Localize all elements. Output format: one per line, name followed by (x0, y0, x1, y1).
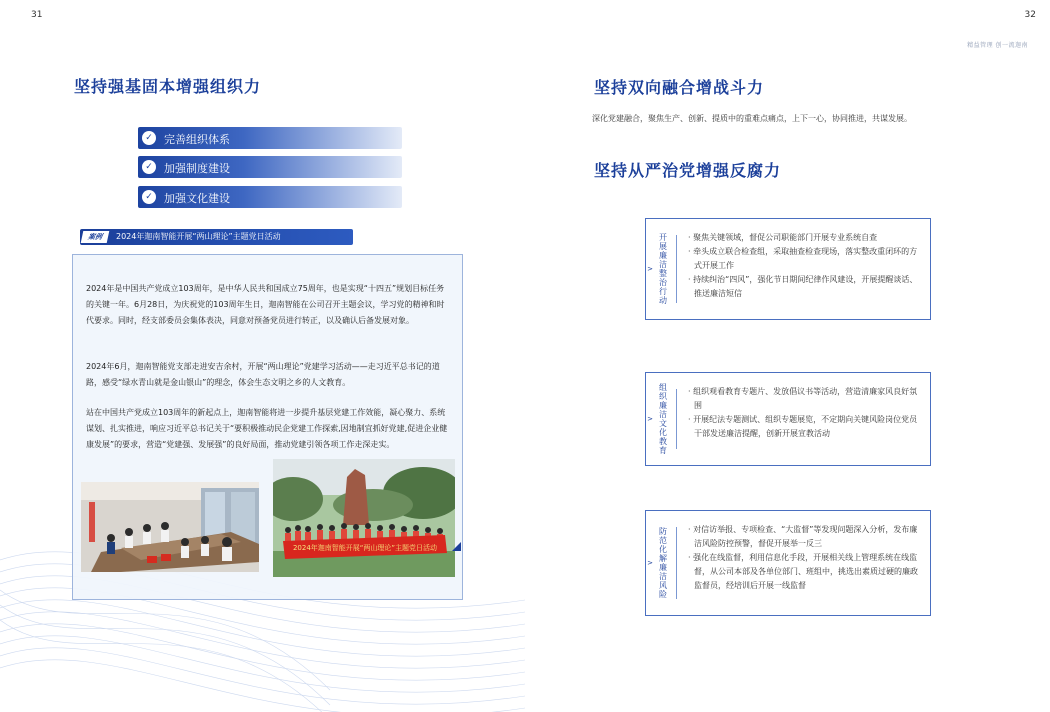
case-paragraph: 站在中国共产党成立103周年的新起点上，迦南智能将进一步提升基层党建工作效能，凝心聚力、系统谋划、扎实推进，响应习近平总书记关于“要积极推动民企党建工作探索,因地制宜抓好党建,促进企业健康发展”的要求，营造“党建强、发展强”的良好局面，推动党建引领各项工作走深走实。 (86, 408, 448, 449)
chevron-right-icon: > (647, 559, 653, 567)
card-items (688, 385, 924, 441)
list-item: · 聚焦关键领域，督促公司职能部门开展专业系统自查 (688, 233, 878, 242)
card-divider (676, 527, 677, 599)
check-circle-icon: ✓ (142, 131, 156, 145)
section-heading-integration: 坚持双向融合增战斗力 (594, 78, 765, 97)
case-tag: 案例 (81, 231, 110, 243)
card-label: 组织廉洁文化教育 (658, 383, 668, 455)
section-heading-anticorruption: 坚持从严治党增强反腐力 (594, 161, 782, 180)
check-circle-icon: ✓ (142, 160, 156, 174)
page-number-left: 31 (31, 10, 43, 20)
case-paragraph: 2024年是中国共产党成立103周年，是中华人民共和国成立75周年，也是实现“十四五”规划目标任务的关键一年。6月28日，为庆祝党的103周年生日，迦南智能在公司召开主题会议，学习党的精神和时代要求。同时，经支部委员会集体表决，同意对预备党员进行转正，以及确认后备发展对象。 (86, 284, 445, 325)
bullet-item (138, 127, 402, 149)
list-item: · 强化在线监督，利用信息化手段，开展相关线上管理系统在线监督，从公司本部及各单位部门、班组中，挑选出素质过硬的廉政监督员，经培训后开展一线监督 (688, 553, 918, 590)
card-label: 开展廉洁整治行动 (658, 233, 668, 305)
bullet-item (138, 156, 402, 178)
header-tagline: 精益管理 创一流迦南 (967, 42, 1028, 49)
measure-card (645, 510, 931, 616)
bullet-item (138, 186, 402, 208)
section-subtext: 深化党建融合，聚焦生产、创新、提质中的重难点痛点，上下一心，协同推进，共谋发展。 (592, 114, 912, 123)
case-paragraph: 2024年6月，迦南智能党支部走进安吉余村，开展“两山理论”党建学习活动——走习近平总书记的道路，感受“绿水青山就是金山银山”的理念，体会生态文明之乡的人文教育。 (86, 362, 440, 387)
corner-accent (452, 542, 461, 551)
measure-card (645, 218, 931, 320)
meeting-room-photo (81, 482, 259, 572)
check-circle-icon: ✓ (142, 190, 156, 204)
case-study-box (72, 254, 463, 600)
card-label: 防范化解廉洁风险 (658, 527, 668, 599)
case-title-bar (80, 229, 353, 245)
card-divider (676, 389, 677, 449)
chevron-right-icon: > (647, 415, 653, 423)
photo-banner-text: 2024年迦南智能开展“两山理论”主题党日活动 (292, 544, 438, 552)
card-items (688, 523, 924, 593)
list-item: · 牵头成立联合检查组，采取抽查检查现场，落实整改重闭环的方式开展工作 (688, 247, 918, 270)
case-title: 2024年迦南智能开展“两山理论”主题党日活动 (116, 232, 281, 241)
list-item: · 开展纪法专题测试、组织专题展览，不定期向关键风险岗位党员干部发送廉洁提醒，创新开展宣教活动 (688, 415, 918, 438)
page-number-right: 32 (1024, 10, 1036, 20)
card-items (688, 231, 924, 301)
bullet-label: 加强文化建设 (164, 192, 230, 205)
bullet-label: 完善组织体系 (164, 133, 230, 146)
bullet-label: 加强制度建设 (164, 162, 230, 175)
list-item: · 对信访举报、专项检查、“大监督”等发现问题深入分析，发布廉洁风险防控预警，督促开展举一反三 (688, 525, 918, 548)
list-item: · 组织观看教育专题片、发放倡议书等活动，营造清廉家风良好氛围 (688, 387, 918, 410)
chevron-right-icon: > (647, 265, 653, 273)
list-item: · 持续纠治“四风”，强化节日期间纪律作风建设，开展提醒谈话、推送廉洁短信 (688, 275, 918, 298)
measure-card (645, 372, 931, 466)
card-divider (676, 235, 677, 303)
section-heading-organization: 坚持强基固本增强组织力 (74, 77, 262, 96)
outdoor-group-photo (273, 459, 455, 577)
